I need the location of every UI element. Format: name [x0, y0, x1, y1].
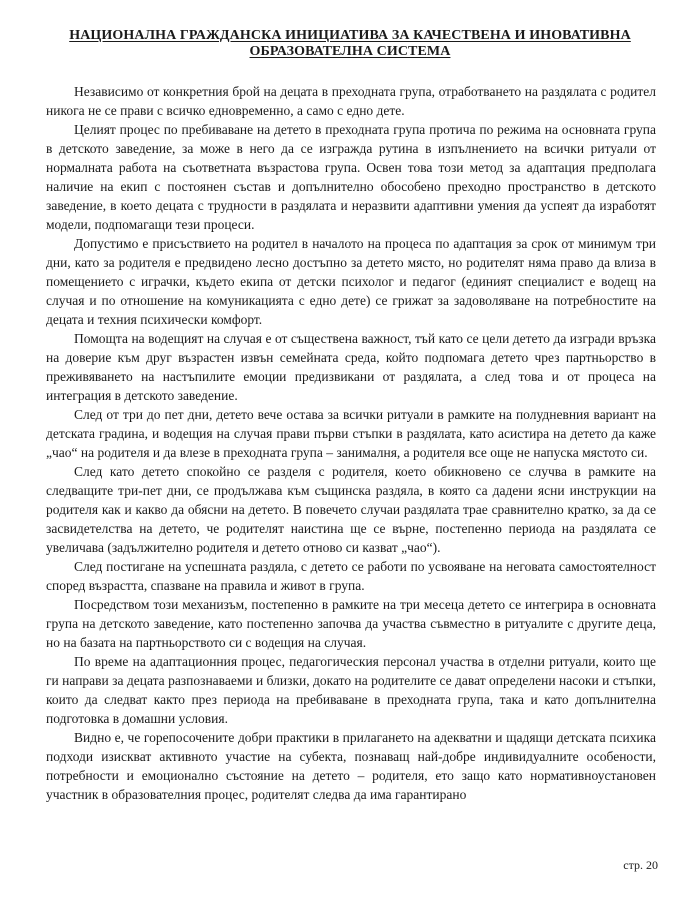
paragraph: Видно е, че горепосочените добри практики в прилагането на адекватни и щадящи детската психика подходи изискват активното участие на субекта, познаващ най-добре индивидуалните особености, потребности и емоционално състояние на детето – родителя, ето защо като нормативноустановен участник в образователния процес, родителят следва да има гарантирано	[46, 730, 656, 802]
paragraph: Допустимо е присъствието на родител в началото на процеса по адаптация за срок от минимум три дни, като за родителя е предвидено лесно достъпно за детето място, но родителят няма право да влиза в помещението с играчки, където екипа от детски психолог и педагог (единият специалист е водещ на случая и по отношение на комуникацията с едно дете) се грижат за задоволяване на потребностите на децата и техния психически комфорт.	[46, 236, 656, 327]
paragraph: По време на адаптационния процес, педагогическия персонал участва в отделни ритуали, които ще ги направи за децата разпознаваеми и близки, докато на родителите се дават определени насоки и стъпки, които да следват както през периода на пребиваване в преходната група, така и като допълнителна подготовка в домашни условия.	[46, 654, 656, 726]
document-title-line-2: ОБРАЗОВАТЕЛНА СИСТЕМА	[249, 44, 451, 59]
page-number: стр. 20	[623, 858, 658, 872]
paragraph: След от три до пет дни, детето вече остава за всички ритуали в рамките на полудневния вариант на детската градина, и водещия на случая прави първи стъпки в раздялата, като асистира на детето да каже „чао“ на родителя и да влезе в преходната група – занималня, а родителя все още не напуска мястото си.	[46, 407, 656, 460]
document-body	[46, 82, 656, 804]
paragraph: Независимо от конкретния брой на децата в преходната група, отработването на раздялата с родител никога не се прави с всичко едновременно, а само с едно дете.	[46, 84, 656, 118]
paragraph: След като детето спокойно се разделя с родителя, което обикновено се случва в рамките на следващите три-пет дни, се продължава към същинска раздяла, в която са дадени ясни инструкции на родителя как и какво да обясни на детето. В повечето случаи раздялата трае сравнително кратко, за да се засвидетелства на детето, че родителят наистина ще се върне, постепенно периода на раздялата се увеличава (задължително родителя и детето отново си казват „чао“).	[46, 464, 656, 555]
paragraph: Помощта на водещият на случая е от съществена важност, тъй като се цели детето да изгради връзка на доверие към друг възрастен извън семейната среда, който подпомага детето чрез партньорство в преживяването на настъпилите емоции предизвикани от раздялата, а след това и от процеса на интеграция в детското заведение.	[46, 331, 656, 403]
paragraph: Целият процес по пребиваване на детето в преходната група протича по режима на основната група в детското заведение, за може в него да се изгражда рутина в изпълнението на всички ритуали от нормалната работа на съответната възрастова група. Освен това този метод за адаптация предполага наличие на екип с постоянен състав и допълнително обособено преходно пространство в детското заведение, в което децата с трудности в раздялата и неразвити адаптивни умения да успеят да изработят модели, подпомагащи тези процеси.	[46, 122, 656, 232]
document-title	[40, 28, 660, 60]
paragraph: Посредством този механизъм, постепенно в рамките на три месеца детето се интегрира в основната група на детското заведение, като постепенно започва да участва съвместно в ритуалите с другите деца, но на базата на партньорството си с водещия на случая.	[46, 597, 656, 650]
paragraph: След постигане на успешната раздяла, с детето се работи по усвояване на неговата самостоятелност според възрастта, спазване на правила и живот в група.	[46, 559, 656, 593]
document-title-line-1: НАЦИОНАЛНА ГРАЖДАНСКА ИНИЦИАТИВА ЗА КАЧЕСТВЕНА И ИНОВАТИВНА	[69, 28, 631, 43]
